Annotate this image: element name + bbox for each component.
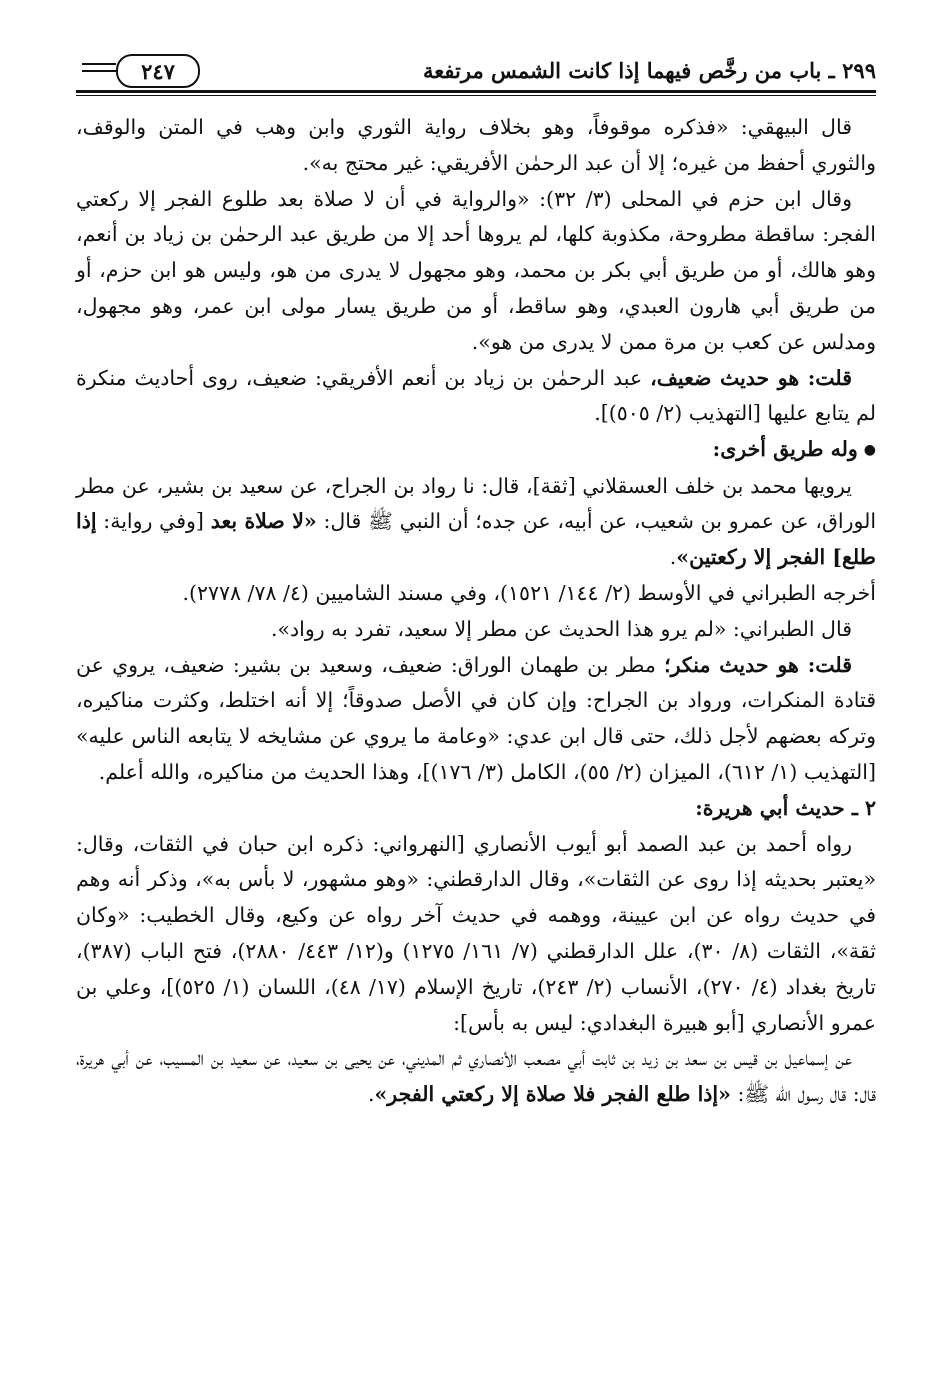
running-title: ٢٩٩ ـ باب من رخَّص فيهما إذا كانت الشمس مرتفعة xyxy=(423,58,876,83)
paragraph-text: وقال ابن حزم في المحلى (٣/ ٣٢): «والرواية في أن لا صلاة بعد طلوع الفجر إلا ركعتي الفجر: ساقطة مطروحة، مكذوبة كلها، لم يروها أحد إلا من طريق عبد الرحمٰن بن زياد بن أنعم، وهو هالك، أو من طريق أبي بكر بن محمد، وهو مجهول لا يدرى من هو، وليس هو ابن حزم، أو من طريق أبي هارون العبدي، وهو ساقط، أو من طريق يسار مولى ابن عمر، وهو مجهول، ومدلس عن كعب بن مرة ممن لا يدرى من هو». xyxy=(76,186,876,354)
paragraph xyxy=(76,182,876,361)
heading-text: ٢ ـ حديث أبي هريرة: xyxy=(695,795,876,820)
hadith-text: «لا صلاة بعد xyxy=(210,509,317,534)
hadith-text: «إذا طلع الفجر فلا صلاة إلا ركعتي الفجر» xyxy=(374,1082,731,1107)
paragraph xyxy=(76,469,876,576)
verdict-lead: قلت: هو حديث منكر؛ xyxy=(664,652,852,677)
paragraph xyxy=(76,1041,876,1113)
paragraph xyxy=(76,110,876,182)
paragraph-text: عن إسماعيل بن قيس بن سعد بن زيد بن ثابت أبي مصعب الأنصاري ثم المديني، عن يحيى بن سعيد، عن سعيد بن المسيب، عن أبي هريرة، قال: قال رسول الله ﷺ: xyxy=(76,1046,876,1107)
section-heading xyxy=(76,791,876,827)
paragraph-text: . xyxy=(367,1082,375,1107)
page-header xyxy=(76,52,876,98)
paragraph xyxy=(76,648,876,791)
paragraph-text: . xyxy=(669,545,677,570)
paragraph-text: قال البيهقي: «فذكره موقوفاً، وهو بخلاف رواية الثوري وابن وهب في المتن والوقف، والثوري أحفظ من غيره؛ إلا أن عبد الرحمٰن الأفريقي: غير محتج به». xyxy=(76,115,876,175)
header-ornament-line xyxy=(82,63,116,65)
paragraph-text: [وفي رواية: xyxy=(96,509,211,534)
paragraph xyxy=(76,361,876,433)
header-rule-thin xyxy=(76,95,876,96)
book-page xyxy=(76,52,876,1352)
heading-text: وله طريق أخرى: xyxy=(712,437,858,462)
header-ornament-line xyxy=(82,70,116,72)
header-rule xyxy=(76,90,876,93)
page-body xyxy=(76,110,876,1113)
paragraph xyxy=(76,827,876,1042)
paragraph-text: يرويها محمد بن خلف العسقلاني [ثقة]، قال: نا رواد بن الجراح، عن سعيد بن بشير، عن مطر الوراق، عن عمرو بن شعيب، عن أبيه، عن جده؛ أن النبي ﷺ قال: xyxy=(76,473,877,534)
paragraph-text: قال الطبراني: «لم يرو هذا الحديث عن مطر إلا سعيد، تفرد به رواد». xyxy=(270,616,852,641)
verdict-lead: قلت: هو حديث ضعيف، xyxy=(650,365,852,390)
paragraph-text: أخرجه الطبراني في الأوسط (٢/ ١٤٤/ ١٥٢١)، وفي مسند الشاميين (٤/ ٧٨/ ٢٧٧٨). xyxy=(182,580,876,605)
paragraph xyxy=(76,576,876,612)
paragraph-text: رواه أحمد بن عبد الصمد أبو أيوب الأنصاري [النهرواني: ذكره ابن حبان في الثقات، وقال: «يعتبر بحديثه إذا روى عن الثقات»، وقال الدارقطني: «وهو مشهور، لا بأس به»، وذكر أنه وهم في حديث رواه عن ابن عيينة، ووهمه في حديث آخر رواه عن وكيع، وقال الخطيب: «وكان ثقة»، الثقات (٨/ ٣٠)، علل الدارقطني (٧/ ١٦١/ ١٢٧٥) و(١٢/ ٤٤٣/ ٢٨٨٠)، فتح الباب (٣٨٧)، تاريخ بغداد (٤/ ٢٧٠)، الأنساب (٢/ ٢٤٣)، تاريخ الإسلام (١٧/ ٤٨)، اللسان (١/ ٥٢٥)]، وعلي بن عمرو الأنصاري [أبو هبيرة البغدادي: ليس به بأس]: xyxy=(76,831,876,1035)
paragraph-text: مطر بن طهمان الوراق: ضعيف، وسعيد بن بشير: ضعيف، يروي عن قتادة المنكرات، ورواد بن الجراح: وإن كان في الأصل صدوقاً؛ إلا أنه اختلط، وكثرت مناكيره، وتركه بعضهم لأجل ذلك، حتى قال ابن عدي: «وعامة ما يروي عن مشايخه لا يتابعه الناس عليه» [التهذيب (١/ ٦١٢)، الميزان (٢/ ٥٥)، الكامل (٣/ ١٧٦)]، وهذا الحديث من مناكيره، والله أعلم. xyxy=(76,652,876,784)
paragraph xyxy=(76,612,876,648)
hadith-text: إذا طلع] الفجر إلا ركعتين» xyxy=(76,509,876,570)
page-number: ٢٤٧ xyxy=(116,54,200,88)
bullet-icon: ● xyxy=(863,441,876,458)
paragraph-text: عبد الرحمٰن بن زياد بن أنعم الأفريقي: ضعيف، روى أحاديث منكرة لم يتابع عليها [التهذيب (٢/ ٥٠٥)]. xyxy=(76,365,876,426)
section-heading xyxy=(76,432,876,468)
